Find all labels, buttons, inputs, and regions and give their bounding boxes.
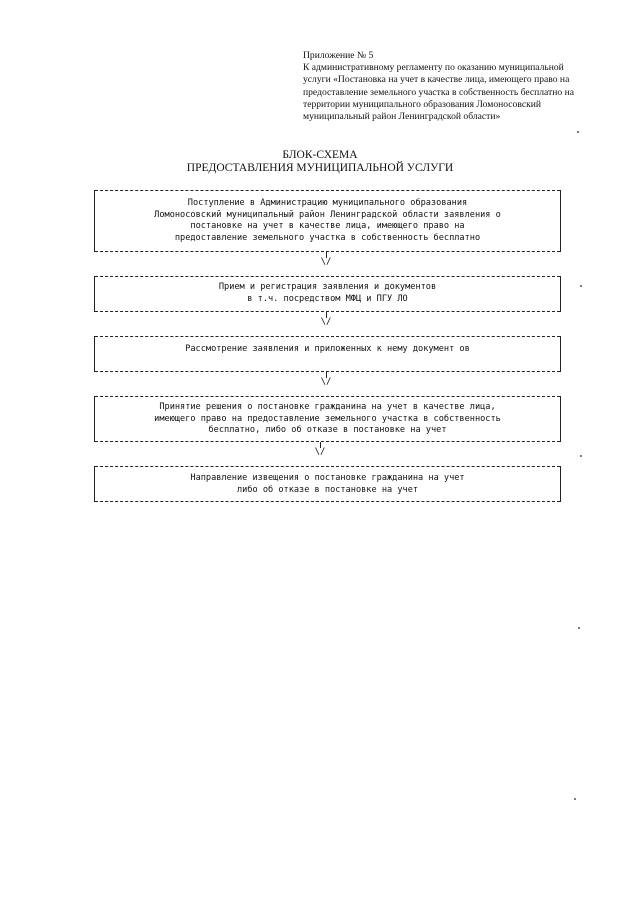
scan-speck: [577, 131, 579, 133]
flow-arrow: [316, 252, 336, 267]
step-text: постановке на учет в качестве лица, имеющего право на: [190, 221, 465, 231]
scan-speck: [580, 455, 582, 457]
step-text: Прием и регистрация заявления и документов: [218, 282, 437, 292]
appendix-line: предоставление земельного участка в собственность бесплатно на: [303, 86, 574, 98]
step-text: предоставление земельного участка в собственность бесплатно: [174, 232, 481, 243]
scan-speck: [578, 627, 580, 629]
step-text: бесплатно, либо об отказе в постановке на учет: [208, 425, 447, 435]
step-text: Ломоносовский муниципальный район Ленинградской области заявления о: [154, 209, 501, 220]
flow-step-5: [94, 466, 561, 502]
step-text: Принятие решения о постановке гражданина на учет в качестве лица,: [159, 402, 496, 412]
appendix-line: территории муниципального образования Ломоносовский: [303, 98, 542, 110]
step-text: Направление извещения о постановке гражданина на учет: [190, 473, 465, 483]
flow-step-3: [94, 336, 561, 372]
step-text: имеющего право на предоставление земельного участка в собственность: [154, 413, 501, 424]
diagram-title: БЛОК-СХЕМА: [282, 149, 358, 161]
appendix-number: Приложение № 5: [303, 50, 374, 61]
appendix-line: услуги «Постановка на учет в качестве лица, имеющего право на: [303, 74, 570, 86]
arrow-down-icon: \/: [320, 377, 332, 387]
step-text: Поступление в Администрацию муниципального образования: [187, 198, 468, 208]
flow-arrow: [316, 312, 336, 327]
appendix-line: муниципальный район Ленинградской области»: [303, 111, 501, 123]
flow-step-4: [94, 396, 561, 442]
diagram-subtitle: ПРЕДОСТАВЛЕНИЯ МУНИЦИПАЛЬНОЙ УСЛУГИ: [186, 162, 454, 174]
step-text: Рассмотрение заявления и приложенных к нему документ ов: [185, 344, 470, 354]
flow-arrow: [310, 442, 330, 457]
flow-step-1: [94, 190, 561, 252]
appendix-header: [303, 50, 613, 123]
step-text: в т.ч. посредством МФЦ и ПГУ ЛО: [247, 293, 408, 304]
arrow-down-icon: \/: [314, 447, 326, 457]
scan-speck: [580, 285, 582, 287]
scan-speck: [574, 798, 576, 800]
flow-step-2: [94, 276, 561, 312]
step-text: либо об отказе в постановке на учет: [236, 484, 419, 495]
arrow-down-icon: \/: [320, 317, 332, 327]
arrow-down-icon: \/: [320, 257, 332, 267]
flow-arrow: [316, 372, 336, 387]
appendix-line: К административному регламенту по оказанию муниципальной: [303, 62, 564, 74]
